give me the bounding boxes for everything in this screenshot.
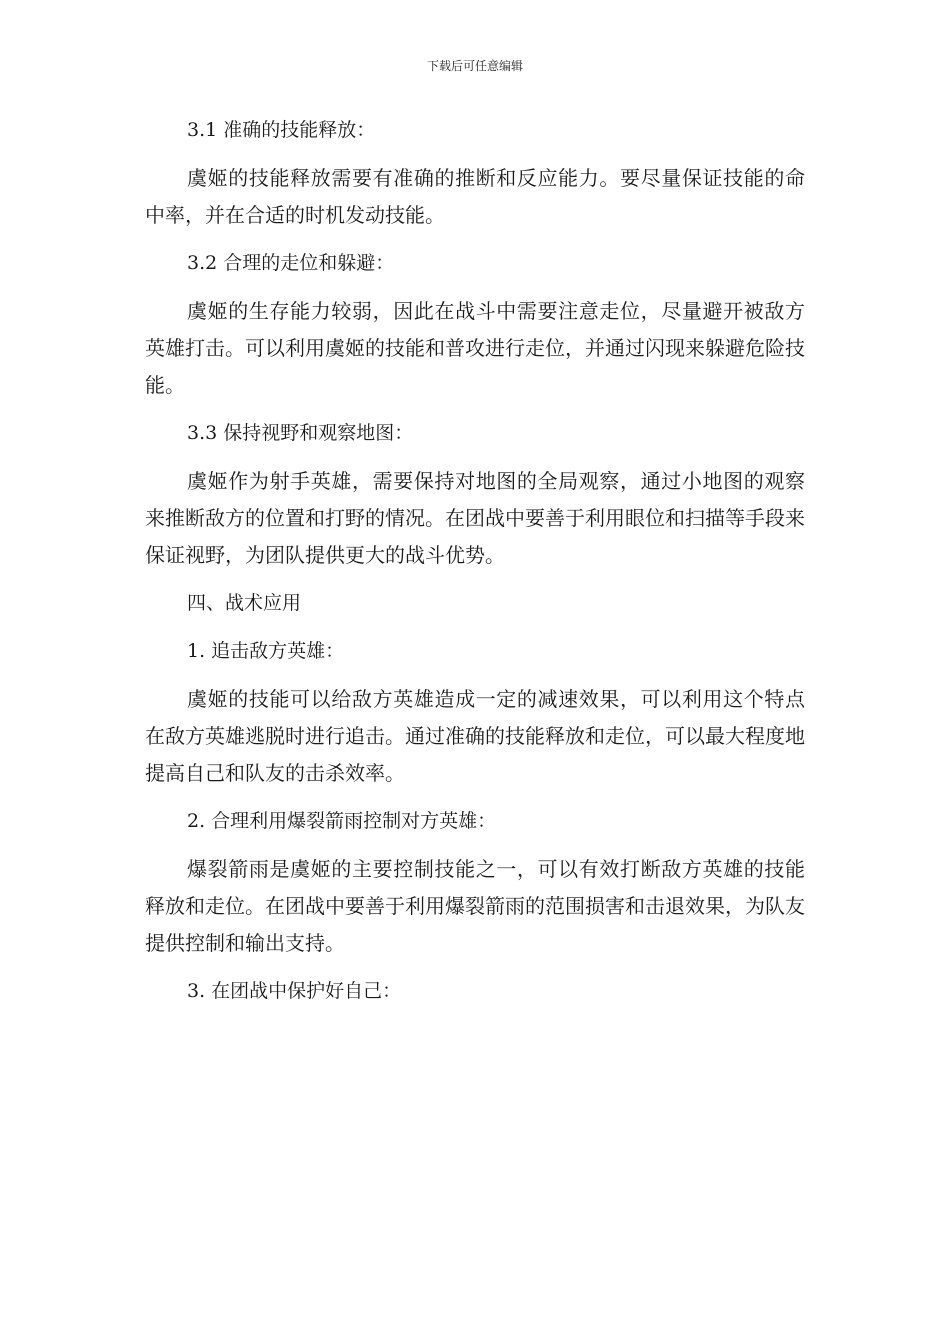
section-heading-4-3: 3. 在团战中保护好自己：: [187, 980, 402, 1002]
section-heading-4-2: 2. 合理利用爆裂箭雨控制对方英雄：: [187, 810, 497, 832]
section-heading-4-1: 1. 追击敌方英雄：: [187, 640, 345, 662]
paragraph-4-1: 虞姬的技能可以给敌方英雄造成一定的减速效果，可以利用这个特点在敌方英雄逃脱时进行追击。通过准确的技能释放和走位，可以最大程度地提高自己和队友的击杀效率。: [145, 687, 805, 785]
paragraph-3-2: 虞姬的生存能力较弱，因此在战斗中需要注意走位，尽量避开被敌方英雄打击。可以利用虞姬的技能和普攻进行走位，并通过闪现来躲避危险技能。: [145, 299, 805, 397]
section-heading-3-1: 3.1 准确的技能释放：: [187, 119, 376, 141]
page-header: 下载后可任意编辑: [426, 59, 523, 73]
paragraph-3-3: 虞姬作为射手英雄，需要保持对地图的全局观察，通过小地图的观察来推断敌方的位置和打野的情况。在团战中要善于利用眼位和扫描等手段来保证视野，为团队提供更大的战斗优势。: [145, 469, 805, 567]
paragraph-3-1: 虞姬的技能释放需要有准确的推断和反应能力。要尽量保证技能的命中率，并在合适的时机发动技能。: [145, 166, 805, 227]
section-heading-3-3: 3.3 保持视野和观察地图：: [187, 422, 414, 444]
document-body: [145, 112, 805, 1010]
paragraph-4-2: 爆裂箭雨是虞姬的主要控制技能之一，可以有效打断敌方英雄的技能释放和走位。在团战中要善于利用爆裂箭雨的范围损害和击退效果，为队友提供控制和输出支持。: [145, 857, 805, 955]
section-heading-3-2: 3.2 合理的走位和躲避：: [187, 252, 395, 274]
chapter-heading-4: 四、战术应用: [187, 592, 302, 614]
